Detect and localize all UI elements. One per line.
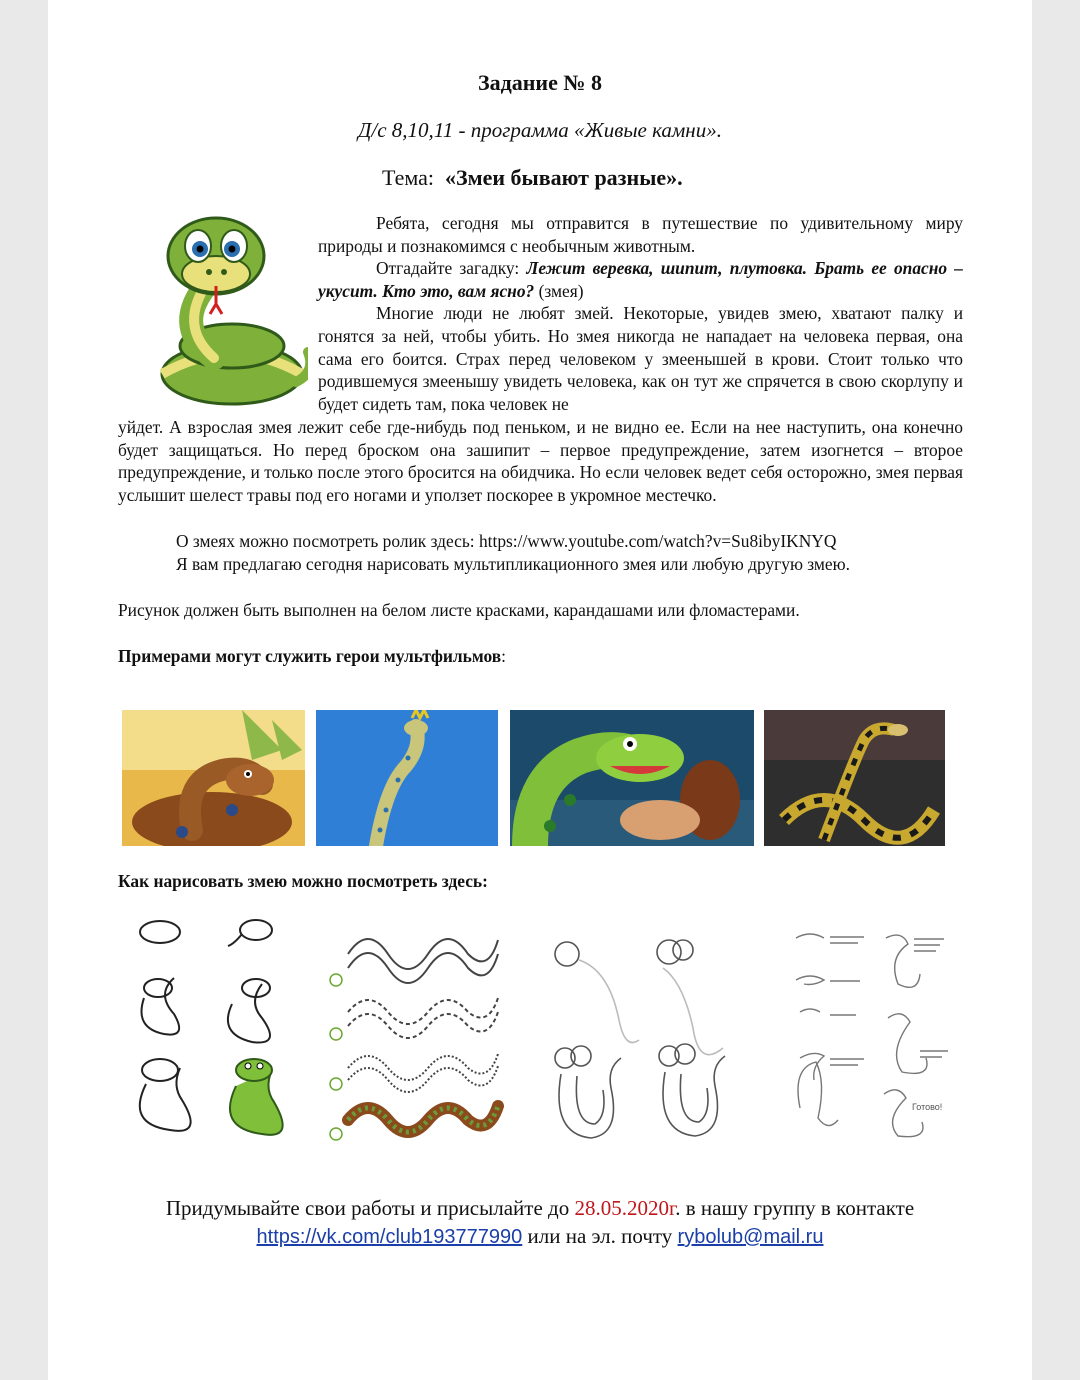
examples-heading: Примерами могут служить герои мультфильмов: <box>118 646 506 666</box>
howto-heading: Как нарисовать змею можно посмотреть здесь: <box>118 871 488 891</box>
task-theme <box>382 165 683 191</box>
footer-contacts: https://vk.com/club193777990 или на эл. почту rybolub@mail.ru <box>256 1224 824 1248</box>
offer-line: Я вам предлагаю сегодня нарисовать мультипликационного змея или любую другую змею. <box>176 554 850 574</box>
cartoon-example-image-3 <box>510 710 754 846</box>
theme-prefix: Тема: <box>382 165 435 190</box>
task-title: Задание № 8 <box>478 70 602 95</box>
deadline-date: 28.05.2020г <box>574 1196 676 1220</box>
email-link[interactable]: rybolub@mail.ru <box>677 1226 824 1248</box>
task-subtitle: Д/с 8,10,11 - программа «Живые камни». <box>358 118 722 142</box>
drawing-guide-4 <box>790 918 960 1140</box>
drawing-guide-3 <box>543 934 748 1146</box>
cartoon-example-image-4 <box>764 710 945 846</box>
document-page <box>48 0 1032 1380</box>
paragraph-2: Отгадайте загадку: Лежит веревка, шипит, плутовка. Брать ее опасно – укусит. Кто это, вам ясно? (змея) <box>318 258 964 301</box>
cartoon-snake-image <box>146 216 308 412</box>
intro-paragraphs <box>318 212 963 415</box>
drawing-instructions: Рисунок должен быть выполнен на белом листе красками, карандашами или фломастерами. <box>118 600 800 620</box>
vk-group-link[interactable]: https://vk.com/club193777990 <box>256 1226 523 1248</box>
footer-submission-note: Придумывайте свои работы и присылайте до 28.05.2020г. в нашу группу в контакте <box>165 1196 915 1220</box>
paragraph-1: Ребята, сегодня мы отправится в путешествие по удивительному миру природы и познакомимся с необычным животным. <box>318 213 963 256</box>
theme-text: «Змеи бывают разные». <box>445 165 683 190</box>
riddle-text: Лежит веревка, шипит, плутовка. Брать ее опасно – укусит. Кто это, вам ясно? <box>318 258 964 301</box>
paragraph-3-end: уйдет. А взрослая змея лежит себе где-нибудь под пеньком, и не видно ее. Если на нее наступить, она конечно будет защищаться. Но перед броском она зашипит – первое предупреждение, затем изогнется – второе предупреждение, и только после этого бросится на обидчика. Но если человек ведет себя осторожно, змея первая услышит шелест травы под его ногами и уползет поскорее в укромное местечко. <box>118 417 963 505</box>
paragraph-3-start: Многие люди не любят змей. Некоторые, увидев змею, хватают палку и гонятся за ней, чтобы убить. Но змея никогда не нападает на человека первая, она сама его боится. Страх перед человеком у змеенышей в крови. Стоит только что родившемуся змеенышу увидеть человека, как он тут же спрячется в свою скорлупу и будет сидеть там, пока человек не <box>318 303 963 414</box>
drawing-guide-2 <box>328 924 518 1144</box>
cartoon-example-image-2 <box>316 710 498 846</box>
guide-4-done-text: Готово! <box>912 1102 943 1112</box>
video-line: О змеях можно посмотреть ролик здесь: https://www.youtube.com/watch?v=Su8ibyIKNYQ <box>176 531 837 551</box>
drawing-guide-1 <box>124 908 304 1140</box>
cartoon-example-image-1 <box>122 710 305 846</box>
